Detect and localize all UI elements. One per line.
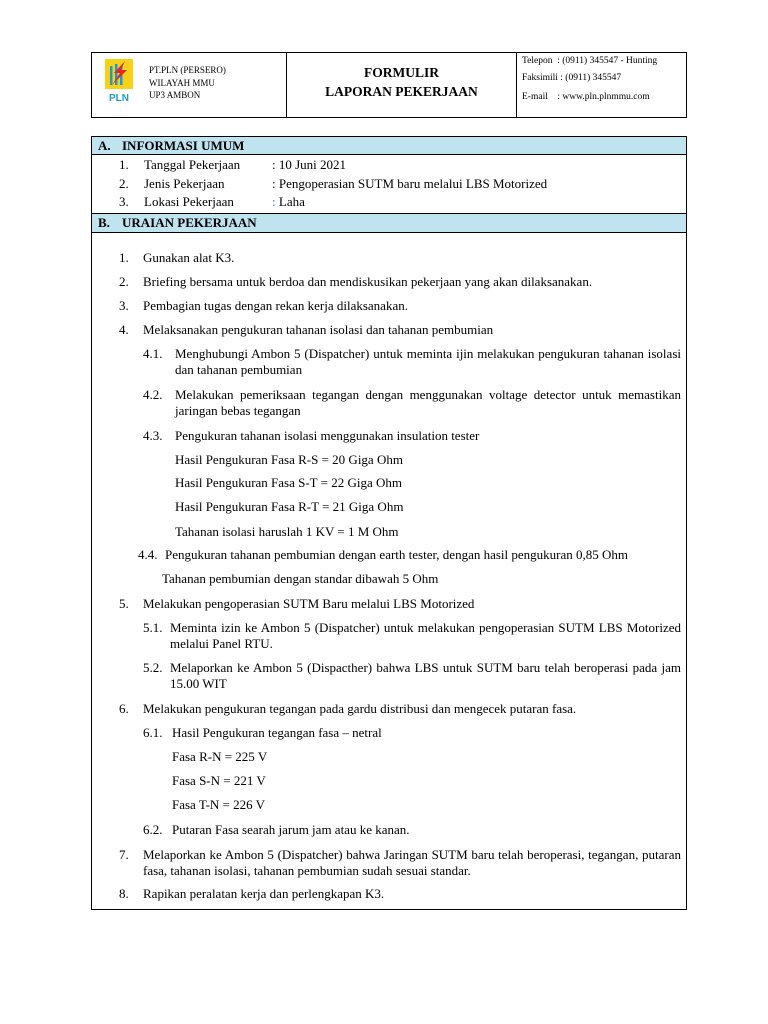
measurement-line: Hasil Pengukuran Fasa S-T = 22 Giga Ohm — [175, 475, 402, 490]
info-label: Lokasi Pekerjaan — [144, 194, 234, 209]
info-value: : Laha — [272, 194, 305, 209]
company-line: PT.PLN (PERSERO) — [149, 65, 226, 75]
list-item-number: 5. — [119, 596, 129, 611]
section-title: URAIAN PEKERJAAN — [122, 215, 257, 230]
list-item-text: Melakukan pengukuran tegangan pada gardu distribusi dan mengecek putaran fasa. — [143, 701, 577, 716]
sub-item-text: Hasil Pengukuran tegangan fasa – netral — [172, 725, 382, 740]
company-line: WILAYAH MMU — [149, 77, 215, 88]
report-body — [91, 136, 687, 910]
sub-item-text: Meminta izin ke Ambon 5 (Dispatcher) untuk melakukan pengoperasian SUTM LBS Motorized melalui Panel RTU. — [170, 620, 681, 651]
sub-item-number: 4.2. — [143, 387, 163, 402]
voltage-line: Fasa S-N = 221 V — [172, 773, 266, 788]
contact-phone: Telepon : (0911) 345547 - Hunting — [522, 56, 658, 66]
sub-item-text: Melakukan pemeriksaan tegangan dengan menggunakan voltage detector untuk memastikan jaringan bebas tegangan — [175, 387, 681, 418]
info-num: 1. — [119, 157, 129, 172]
info-value: : 10 Juni 2021 — [272, 157, 347, 172]
list-item-text: Briefing bersama untuk berdoa dan mendiskusikan pekerjaan yang akan dilaksanakan. — [143, 274, 593, 289]
section-title: INFORMASI UMUM — [122, 138, 245, 153]
list-item-text: Melakukan pengoperasian SUTM Baru melalui LBS Motorized — [143, 596, 475, 611]
sub-item-text: Menghubungi Ambon 5 (Dispatcher) untuk meminta ijin melakukan pengukuran tahanan isolasi dan tahanan pembumian — [175, 346, 681, 377]
sub-item-number: 5.2. — [143, 660, 163, 675]
list-item-text: Rapikan peralatan kerja dan perlengkapan K3. — [143, 886, 385, 901]
sub-item-number: 4.4. — [138, 547, 158, 562]
sub-item-number: 6.1. — [143, 725, 163, 740]
sub-item-note: Tahanan pembumian dengan standar dibawah 5 Ohm — [162, 571, 439, 586]
voltage-line: Fasa T-N = 226 V — [172, 797, 266, 812]
section-b-header — [92, 213, 686, 233]
sub-item-number: 4.1. — [143, 346, 163, 361]
list-item-number: 1. — [119, 250, 129, 265]
measurement-line: Tahanan isolasi haruslah 1 KV = 1 M Ohm — [175, 524, 399, 539]
section-letter: A. — [98, 138, 111, 153]
sub-item-number: 5.1. — [143, 620, 163, 635]
list-item-number: 4. — [119, 322, 129, 337]
company-line: UP3 AMBON — [149, 90, 201, 100]
pln-logo — [102, 57, 136, 105]
voltage-line: Fasa R-N = 225 V — [172, 749, 268, 764]
measurement-line: Hasil Pengukuran Fasa R-S = 20 Giga Ohm — [175, 452, 403, 467]
sub-item-text: Pengukuran tahanan pembumian dengan earth tester, dengan hasil pengukuran 0,85 Ohm — [165, 547, 629, 562]
measurement-line: Hasil Pengukuran Fasa R-T = 21 Giga Ohm — [175, 499, 404, 514]
list-item-number: 7. — [119, 847, 129, 862]
logo-text: PLN — [109, 93, 129, 104]
header-divider — [516, 53, 517, 117]
sub-item-text: Putaran Fasa searah jarum jam atau ke kanan. — [172, 822, 410, 837]
list-item-number: 2. — [119, 274, 129, 289]
list-item-text: Melaporkan ke Ambon 5 (Dispatcher) bahwa Jaringan SUTM baru telah beroperasi, tegangan, putaran fasa, tahanan isolasi, tahanan pembumian sudah sesuai standar. — [143, 847, 681, 878]
list-item-number: 6. — [119, 701, 129, 716]
info-label: Jenis Pekerjaan — [144, 176, 225, 191]
section-letter: B. — [98, 215, 110, 230]
list-item-text: Gunakan alat K3. — [143, 250, 235, 265]
info-num: 3. — [119, 194, 129, 209]
list-item-text: Pembagian tugas dengan rekan kerja dilaksanakan. — [143, 298, 408, 313]
contact-email: E-mail : www.pln.plnmmu.com — [522, 92, 650, 102]
list-item-number: 3. — [119, 298, 129, 313]
company-info — [149, 64, 226, 102]
sub-item-number: 4.3. — [143, 428, 163, 443]
list-item-text: Melaksanakan pengukuran tahanan isolasi dan tahanan pembumian — [143, 322, 494, 337]
info-value: : Pengoperasian SUTM baru melalui LBS Motorized — [272, 176, 548, 191]
contact-fax: Faksimili : (0911) 345547 — [522, 73, 622, 83]
sub-item-number: 6.2. — [143, 822, 163, 837]
info-label: Tanggal Pekerjaan — [144, 157, 241, 172]
info-num: 2. — [119, 176, 129, 191]
sub-item-text: Pengukuran tahanan isolasi menggunakan insulation tester — [175, 428, 480, 443]
form-title-line1: FORMULIR — [364, 65, 439, 80]
document-header — [91, 52, 687, 118]
list-item-number: 8. — [119, 886, 129, 901]
form-title-line2: LAPORAN PEKERJAAN — [325, 84, 478, 99]
sub-item-text: Melaporkan ke Ambon 5 (Dispacther) bahwa LBS untuk SUTM baru telah beroperasi pada jam 15.00 WIT — [170, 660, 681, 691]
section-a-header — [92, 137, 686, 155]
